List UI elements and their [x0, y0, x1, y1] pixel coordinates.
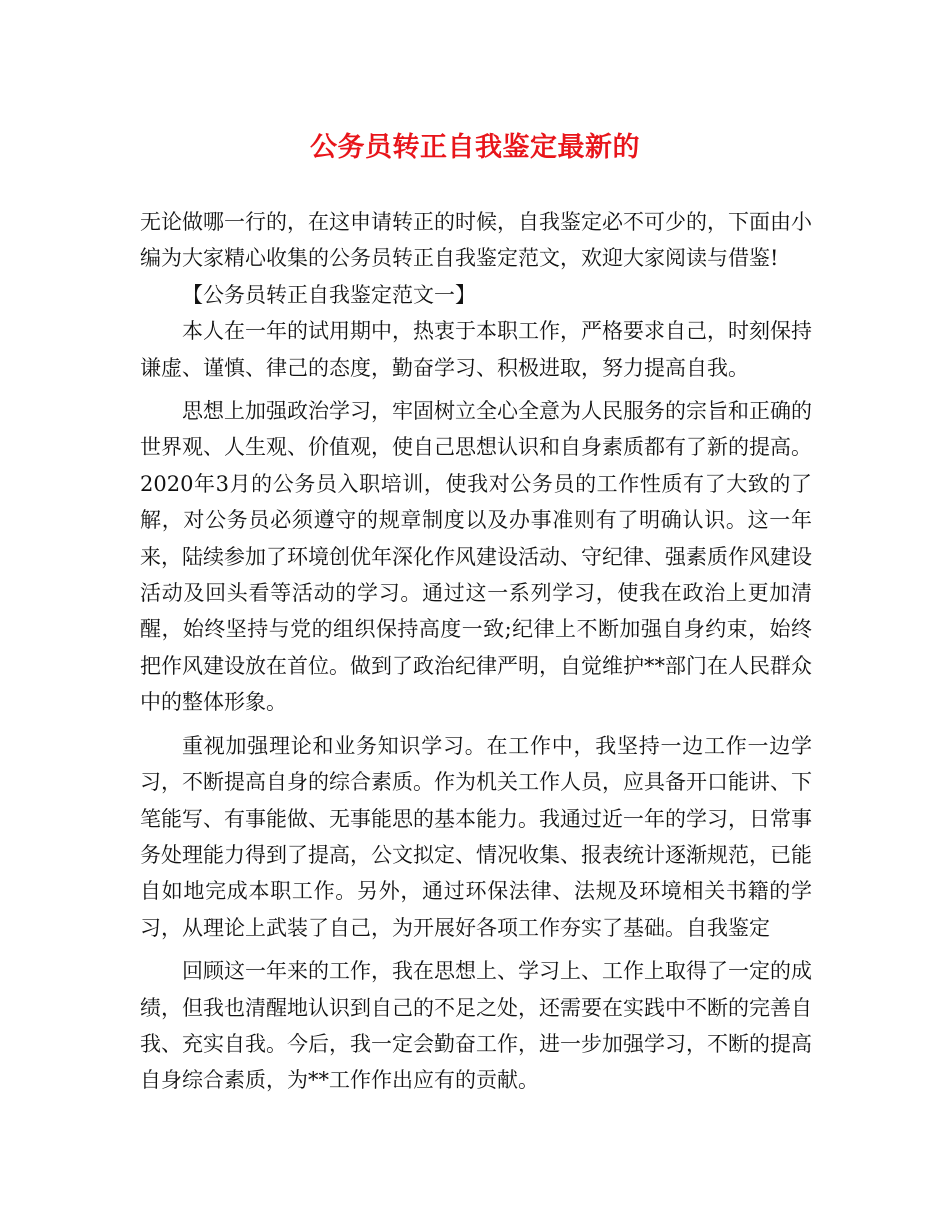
document-body — [140, 204, 812, 1099]
paragraph-intro: 无论做哪一行的，在这申请转正的时候，自我鉴定必不可少的，下面由小编为大家精心收集的公务员转正自我鉴定范文，欢迎大家阅读与借鉴! — [140, 210, 812, 271]
paragraph-2: 思想上加强政治学习，牢固树立全心全意为人民服务的宗旨和正确的世界观、人生观、价值观，使自己思想认识和自身素质都有了新的提高。2020年3月的公务员入职培训，使我对公务员的工作性质有了大致的了解，对公务员必须遵守的规章制度以及办事准则有了明确认识。这一年来，陆续参加了环境创优年深化作风建设活动、守纪律、强素质作风建设活动及回头看等活动的学习。通过这一系列学习，使我在政治上更加清醒，始终坚持与党的组织保持高度一致;纪律上不断加强自身约束，始终把作风建设放在首位。做到了政治纪律严明，自觉维护**部门在人民群众中的整体形象。 — [140, 399, 812, 715]
paragraph-1: 本人在一年的试用期中，热衷于本职工作，严格要求自己，时刻保持谦虚、谨慎、律己的态度，勤奋学习、积极进取，努力提高自我。 — [140, 319, 812, 380]
page-title: 公务员转正自我鉴定最新的 — [310, 132, 640, 163]
paragraph-4: 回顾这一年来的工作，我在思想上、学习上、工作上取得了一定的成绩，但我也清醒地认识到自己的不足之处，还需要在实践中不断的完善自我、充实自我。今后，我一定会勤奋工作，进一步加强学习，不断的提高自身综合素质，为**工作作出应有的贡献。 — [140, 959, 812, 1093]
paragraph-3: 重视加强理论和业务知识学习。在工作中，我坚持一边工作一边学习，不断提高自身的综合素质。作为机关工作人员，应具备开口能讲、下笔能写、有事能做、无事能思的基本能力。我通过近一年的学习，日常事务处理能力得到了提高，公文拟定、情况收集、报表统计逐渐规范，已能自如地完成本职工作。另外，通过环保法律、法规及环境相关书籍的学习，从理论上武装了自己，为开展好各项工作夯实了基础。自我鉴定 — [140, 733, 812, 940]
paragraph-section-heading: 【公务员转正自我鉴定范文一】 — [182, 282, 476, 307]
